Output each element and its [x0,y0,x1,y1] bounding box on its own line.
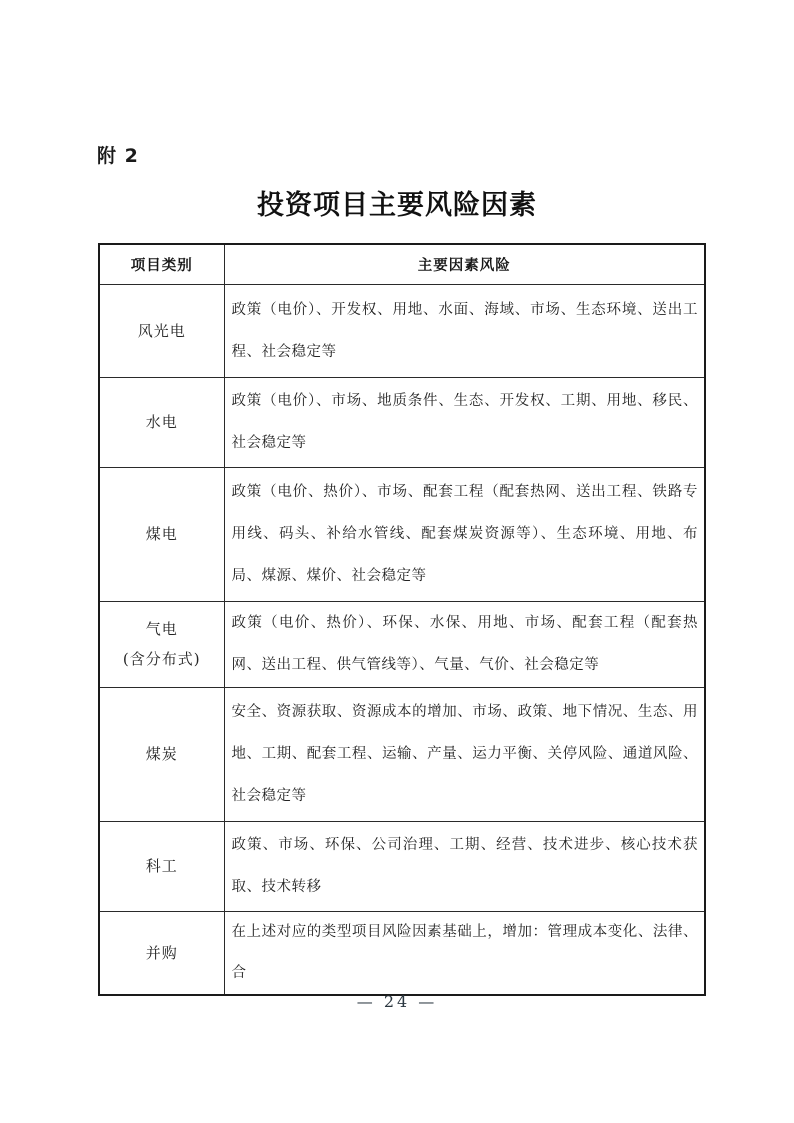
category-cell: 风光电 [99,284,224,377]
table-header-row [99,244,705,284]
header-category: 项目类别 [99,244,224,284]
risk-factor-table [98,243,706,996]
table-row [99,377,705,467]
table-row [99,911,705,995]
risks-cell: 政策、市场、环保、公司治理、工期、经营、技术进步、核心技术获取、技术转移 [224,821,705,911]
table-row [99,284,705,377]
risks-cell: 在上述对应的类型项目风险因素基础上，增加：管理成本变化、法律、合 [224,911,705,995]
category-cell: 并购 [99,911,224,995]
risks-cell: 政策（电价）、开发权、用地、水面、海域、市场、生态环境、送出工程、社会稳定等 [224,284,705,377]
category-cell: 水电 [99,377,224,467]
attachment-label: 附 2 [97,145,139,167]
table-row [99,467,705,601]
risks-cell: 政策（电价、热价）、环保、水保、用地、市场、配套工程（配套热网、送出工程、供气管线等）、气量、气价、社会稳定等 [224,601,705,687]
table-row [99,601,705,687]
risks-cell: 政策（电价、热价）、市场、配套工程（配套热网、送出工程、铁路专用线、码头、补给水管线、配套煤炭资源等）、生态环境、用地、布局、煤源、煤价、社会稳定等 [224,467,705,601]
table-row [99,821,705,911]
category-cell: 煤电 [99,467,224,601]
page-number: — 24 — [356,992,438,1011]
category-cell: 科工 [99,821,224,911]
category-line2: (含分布式) [122,650,201,668]
category-cell [99,601,224,687]
risks-cell: 政策（电价）、市场、地质条件、生态、开发权、工期、用地、移民、社会稳定等 [224,377,705,467]
header-risks: 主要因素风险 [224,244,705,284]
table-row [99,687,705,821]
category-cell: 煤炭 [99,687,224,821]
category-line1: 气电 [145,620,178,638]
risks-cell: 安全、资源获取、资源成本的增加、市场、政策、地下情况、生态、用地、工期、配套工程、运输、产量、运力平衡、关停风险、通道风险、社会稳定等 [224,687,705,821]
page-title: 投资项目主要风险因素 [257,190,537,221]
